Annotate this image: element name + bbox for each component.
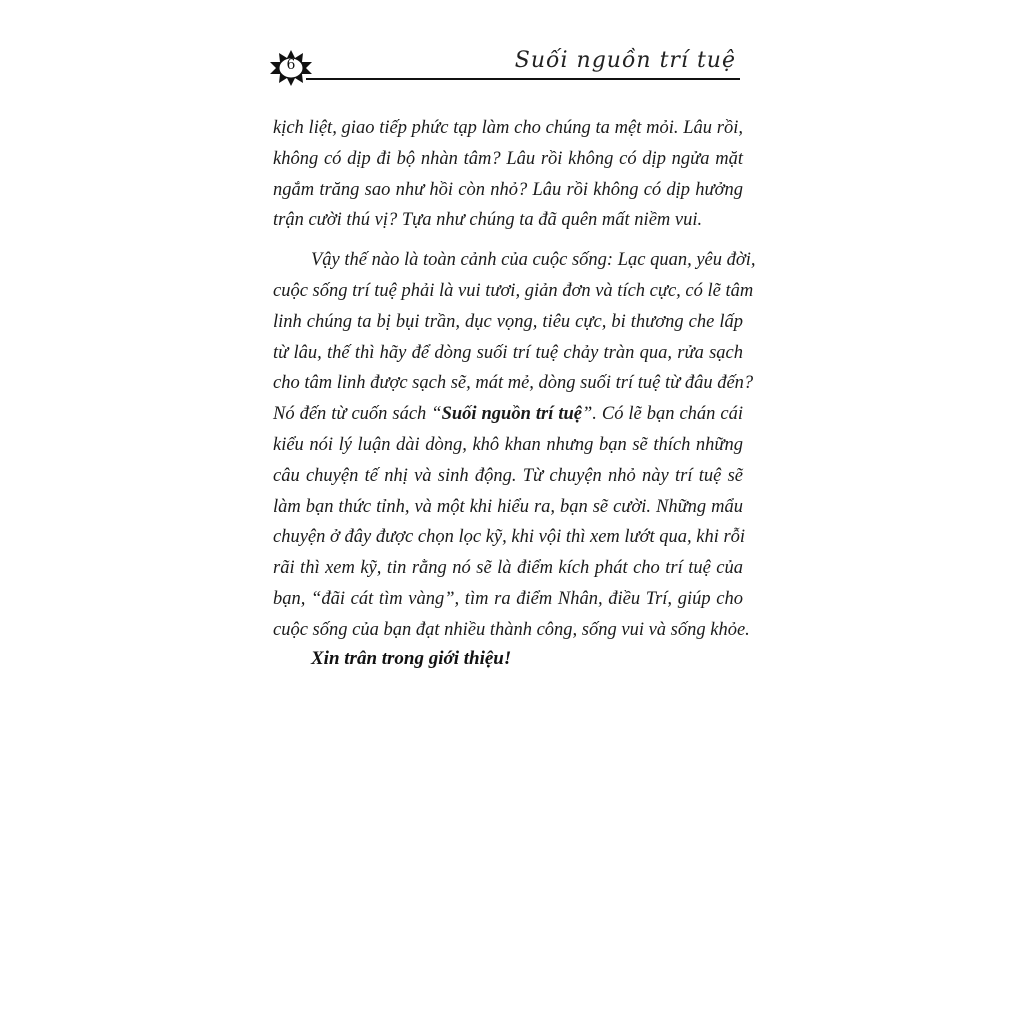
page-header: [268, 48, 740, 88]
paragraph-gap: [273, 236, 743, 245]
paragraph-1-line: kịch liệt, giao tiếp phức tạp làm cho chúng ta mệt mỏi. Lâu rồi,: [273, 118, 743, 138]
line-text-before-title: Nó đến từ cuốn sách “: [273, 404, 442, 425]
paragraph-1-line: trận cười thú vị? Tựa như chúng ta đã quên mất niềm vui.: [273, 210, 703, 231]
paragraph-2-line: bạn, “đãi cát tìm vàng”, tìm ra điểm Nhân, điều Trí, giúp cho: [273, 588, 743, 609]
paragraph-2-line-with-title: [273, 399, 743, 430]
book-title-bold: Suối nguồn trí tuệ: [441, 404, 582, 425]
line-text-after-title: ”. Có lẽ bạn chán cái: [581, 404, 744, 425]
paragraph-2-line: chuyện ở đây được chọn lọc kỹ, khi vội thì xem lướt qua, khi rỗi: [273, 527, 746, 548]
running-title: Suối nguồn trí tuệ: [514, 48, 736, 73]
paragraph-1-line: ngắm trăng sao như hồi còn nhỏ? Lâu rồi không có dịp hưởng: [273, 179, 743, 200]
paragraph-2-line: Vậy thế nào là toàn cảnh của cuộc sống: Lạc quan, yêu đời,: [311, 250, 756, 271]
body-text: [273, 113, 756, 646]
paragraph-2-line: từ lâu, thế thì hãy để dòng suối trí tuệ chảy tràn qua, rửa sạch: [273, 342, 743, 363]
header-rule: [306, 78, 740, 80]
closing-line: Xin trân trong giới thiệu!: [311, 648, 512, 669]
paragraph-2-line: làm bạn thức tỉnh, và một khi hiểu ra, bạn sẽ cười. Những mẩu: [273, 496, 743, 517]
paragraph-2-line: kiểu nói lý luận dài dòng, khô khan nhưng bạn sẽ thích những: [273, 434, 743, 455]
paragraph-2-line: cho tâm linh được sạch sẽ, mát mẻ, dòng suối trí tuệ từ đâu đến?: [273, 373, 754, 394]
paragraph-2-line: cuộc sống của bạn đạt nhiều thành công, sống vui và sống khỏe.: [273, 619, 750, 640]
paragraph-1-line: không có dịp đi bộ nhàn tâm? Lâu rồi không có dịp ngửa mặt: [273, 148, 743, 169]
paragraph-2-line: câu chuyện tế nhị và sinh động. Từ chuyện nhỏ này trí tuệ sẽ: [273, 465, 743, 486]
page-number-badge: [268, 50, 314, 86]
paragraph-2-line: rãi thì xem kỹ, tin rằng nó sẽ là điểm kích phát cho trí tuệ của: [273, 558, 743, 579]
paragraph-2-line: linh chúng ta bị bụi trần, dục vọng, tiêu cực, bi thương che lấp: [273, 311, 743, 332]
page-number: 6: [286, 57, 296, 73]
paragraph-2-line: cuộc sống trí tuệ phải là vui tươi, giản đơn và tích cực, có lẽ tâm: [273, 280, 754, 301]
